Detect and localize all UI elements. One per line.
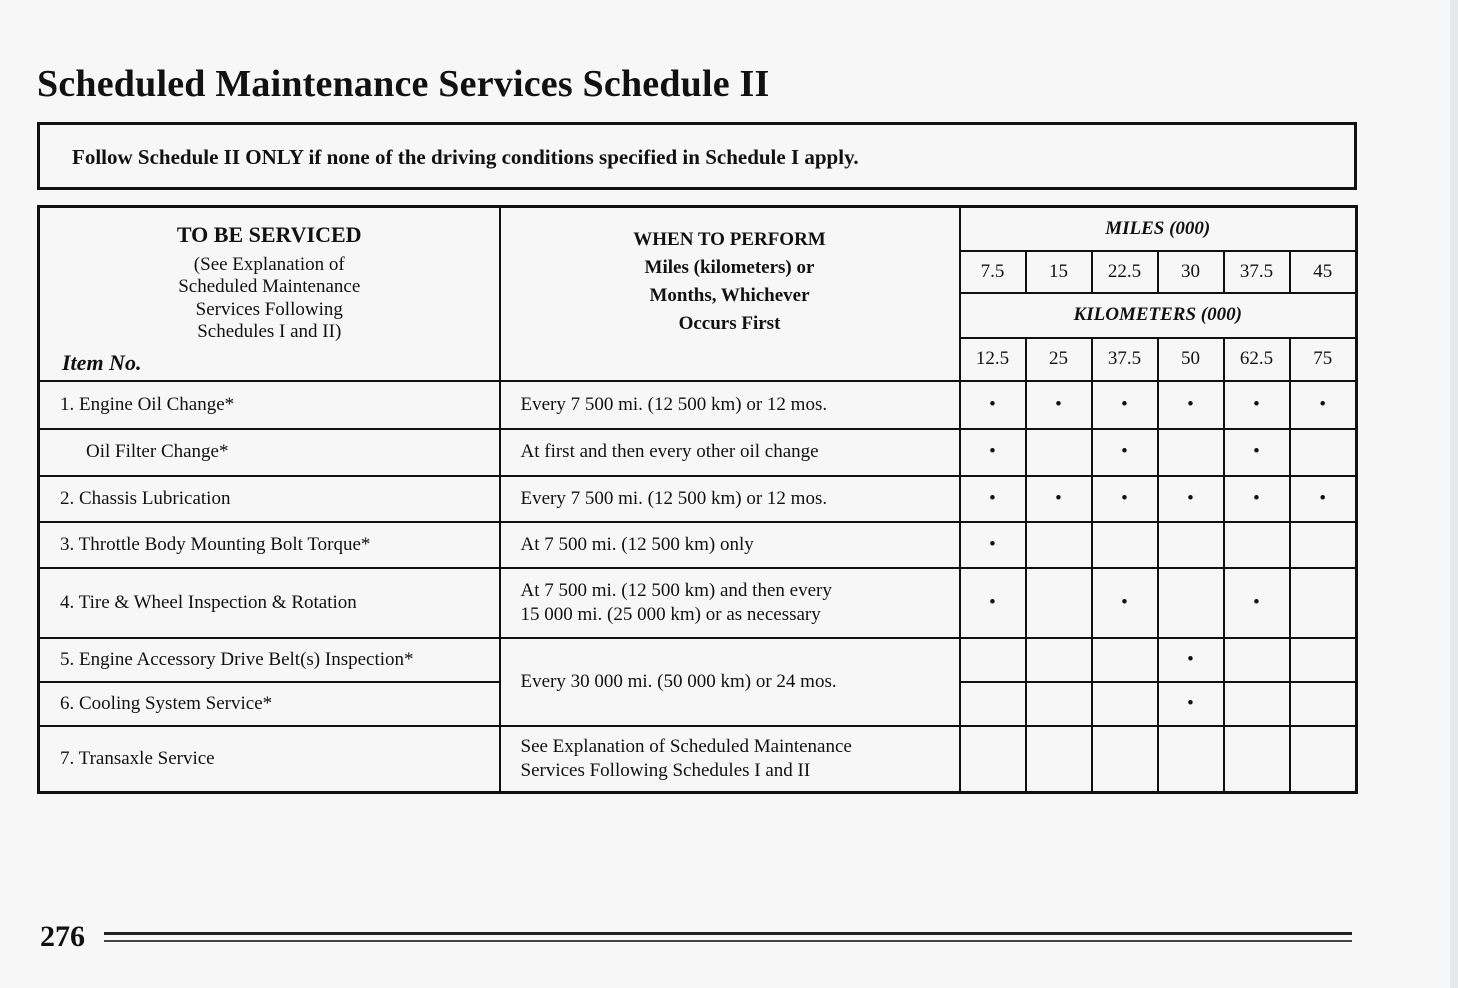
when-line: Occurs First [678, 313, 781, 334]
schedule-mark: • [1158, 638, 1224, 682]
service-interval: At first and then every other oil change [500, 429, 960, 476]
table-row [39, 638, 1357, 682]
schedule-mark: • [1224, 381, 1290, 429]
service-interval-line: See Explanation of Scheduled Maintenance [520, 735, 852, 757]
service-interval: Every 7 500 mi. (12 500 km) or 12 mos. [500, 476, 960, 522]
service-item: Oil Filter Change* [39, 429, 500, 476]
schedule-mark: • [1224, 568, 1290, 638]
when-line: WHEN TO PERFORM [633, 229, 826, 250]
miles-interval: 45 [1290, 251, 1357, 293]
miles-interval: 30 [1158, 251, 1224, 293]
schedule-mark: • [1290, 476, 1357, 522]
page-number: 276 [40, 920, 85, 953]
service-interval [500, 726, 960, 793]
page-edge [1450, 0, 1458, 988]
schedule-mark [1224, 682, 1290, 726]
schedule-mark [1158, 429, 1224, 476]
km-interval: 62.5 [1224, 338, 1290, 381]
when-line: Months, Whichever [649, 285, 810, 306]
kilometers-header: KILOMETERS (000) [960, 293, 1357, 338]
schedule-mark [1290, 429, 1357, 476]
schedule-mark: • [1224, 429, 1290, 476]
schedule-mark [1158, 726, 1224, 793]
see-explanation-note [40, 254, 499, 344]
footer-rule-thin [104, 940, 1352, 942]
schedule-mark: • [960, 568, 1026, 638]
schedule-mark: • [960, 429, 1026, 476]
schedule-mark [960, 638, 1026, 682]
service-item: 4. Tire & Wheel Inspection & Rotation [39, 568, 500, 638]
schedule-mark [1224, 726, 1290, 793]
table-row [39, 429, 1357, 476]
miles-header: MILES (000) [960, 207, 1357, 251]
km-interval: 75 [1290, 338, 1357, 381]
service-item: 3. Throttle Body Mounting Bolt Torque* [39, 522, 500, 568]
schedule-mark: • [1158, 476, 1224, 522]
schedule-mark [1092, 522, 1158, 568]
to-be-serviced-header [39, 207, 500, 381]
table-row [39, 726, 1357, 793]
item-no-label: Item No. [62, 349, 142, 375]
schedule-mark: • [1158, 381, 1224, 429]
schedule-mark [1158, 568, 1224, 638]
schedule-mark [1290, 682, 1357, 726]
service-interval [500, 568, 960, 638]
schedule-mark: • [1224, 476, 1290, 522]
schedule-mark [1290, 522, 1357, 568]
schedule-mark [1290, 638, 1357, 682]
schedule-mark [960, 682, 1026, 726]
schedule-mark: • [1158, 682, 1224, 726]
schedule-mark: • [1092, 568, 1158, 638]
table-row [39, 476, 1357, 522]
schedule-mark [1026, 682, 1092, 726]
service-item: 7. Transaxle Service [39, 726, 500, 793]
schedule-mark [1026, 429, 1092, 476]
see-explanation-line: Schedules I and II) [197, 321, 342, 343]
service-item: 1. Engine Oil Change* [39, 381, 500, 429]
schedule-mark: • [960, 381, 1026, 429]
footer-rule [104, 932, 1352, 935]
schedule-mark: • [960, 476, 1026, 522]
when-to-perform-header [500, 207, 960, 381]
km-interval: 12.5 [960, 338, 1026, 381]
schedule-mark [1290, 726, 1357, 793]
km-interval: 25 [1026, 338, 1092, 381]
miles-interval: 7.5 [960, 251, 1026, 293]
table-row [39, 568, 1357, 638]
miles-interval: 37.5 [1224, 251, 1290, 293]
schedule-mark [1290, 568, 1357, 638]
maintenance-schedule-table [37, 205, 1358, 794]
schedule-mark [1158, 522, 1224, 568]
table-row [39, 381, 1357, 429]
service-item: 2. Chassis Lubrication [39, 476, 500, 522]
schedule-mark [1092, 726, 1158, 793]
service-interval-line: 15 000 mi. (25 000 km) or as necessary [520, 603, 821, 625]
service-interval: At 7 500 mi. (12 500 km) only [500, 522, 960, 568]
schedule-mark: • [960, 522, 1026, 568]
miles-interval: 22.5 [1092, 251, 1158, 293]
km-interval: 37.5 [1092, 338, 1158, 381]
km-interval: 50 [1158, 338, 1224, 381]
service-interval-line: Services Following Schedules I and II [520, 759, 811, 781]
service-interval: Every 7 500 mi. (12 500 km) or 12 mos. [500, 381, 960, 429]
service-item: 6. Cooling System Service* [39, 682, 500, 726]
table-row [39, 522, 1357, 568]
schedule-mark: • [1092, 429, 1158, 476]
notice-box [37, 122, 1357, 190]
schedule-mark [1026, 726, 1092, 793]
schedule-mark: • [1092, 381, 1158, 429]
see-explanation-line: (See Explanation of [193, 253, 345, 275]
schedule-mark [1224, 638, 1290, 682]
page-title: Scheduled Maintenance Services Schedule II [37, 63, 770, 105]
schedule-mark [1092, 682, 1158, 726]
schedule-mark: • [1092, 476, 1158, 522]
to-be-serviced-title: TO BE SERVICED [176, 221, 362, 247]
schedule-mark [1026, 568, 1092, 638]
see-explanation-line: Scheduled Maintenance [178, 276, 361, 298]
when-line: Miles (kilometers) or [644, 257, 815, 278]
service-interval: Every 30 000 mi. (50 000 km) or 24 mos. [500, 638, 960, 726]
schedule-mark: • [1026, 381, 1092, 429]
notice-text: Follow Schedule II ONLY if none of the driving conditions specified in Schedule I apply. [72, 145, 859, 169]
schedule-mark: • [1290, 381, 1357, 429]
schedule-mark [1224, 522, 1290, 568]
miles-interval: 15 [1026, 251, 1092, 293]
service-item: 5. Engine Accessory Drive Belt(s) Inspection* [39, 638, 500, 682]
schedule-mark [1092, 638, 1158, 682]
see-explanation-line: Services Following [195, 298, 343, 320]
schedule-mark [1026, 522, 1092, 568]
schedule-mark [1026, 638, 1092, 682]
service-interval-line: At 7 500 mi. (12 500 km) and then every [520, 579, 832, 601]
schedule-mark [960, 726, 1026, 793]
schedule-mark: • [1026, 476, 1092, 522]
